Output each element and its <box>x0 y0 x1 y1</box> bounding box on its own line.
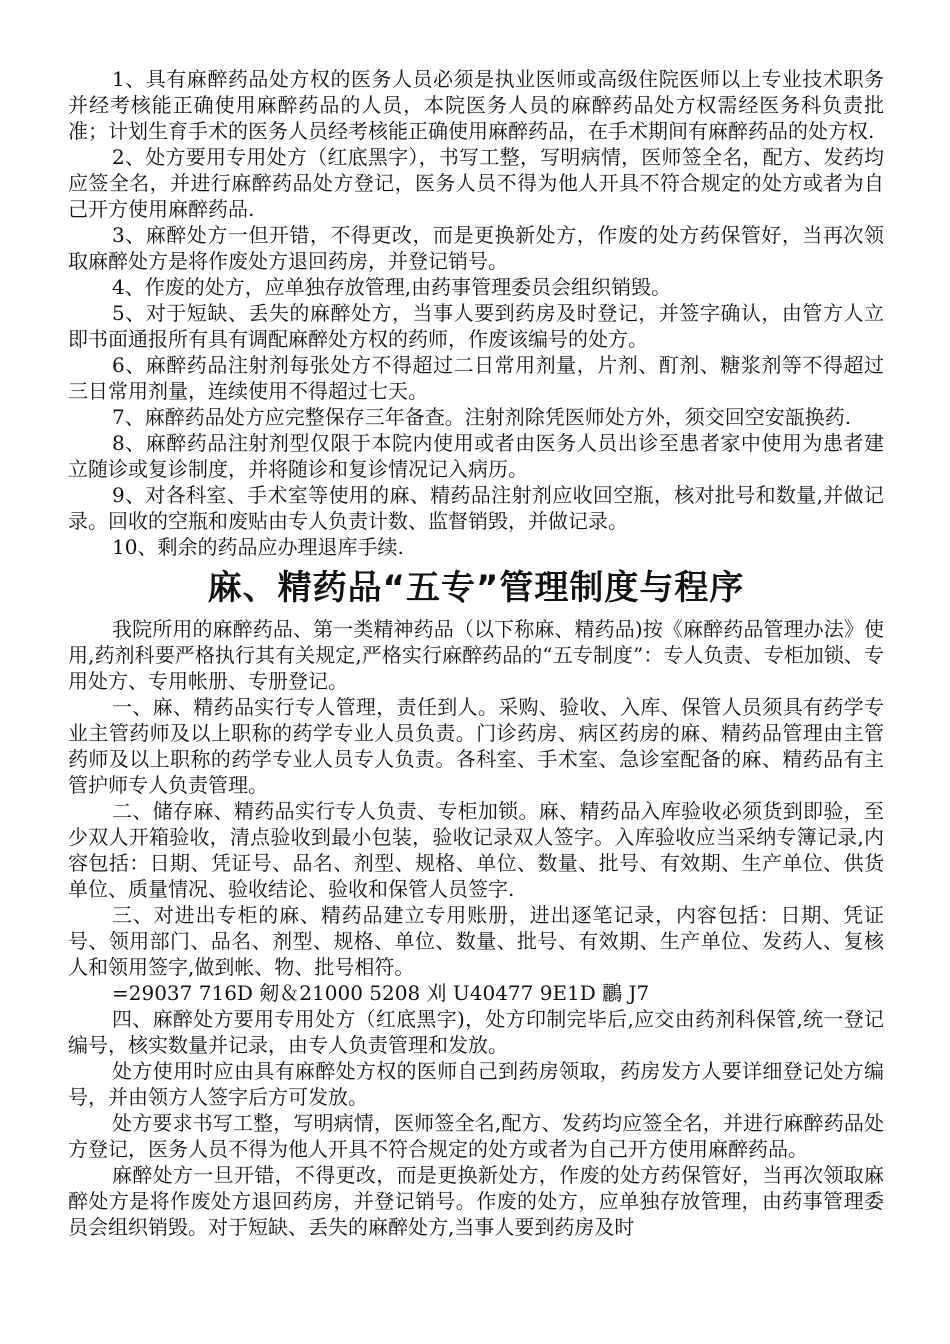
document-page <box>68 66 884 1240</box>
rule-item-1: 1、具有麻醉药品处方权的医务人员必须是执业医师或高级住院医师以上专业技术职务并经考核能正确使用麻醉药品的人员，本院医务人员的麻醉药品处方权需经医务科负责批准；计划生育手术的医务人员经考核能正确使用麻醉药品，在手术期间有麻醉药品的处方权. <box>68 67 884 143</box>
paragraph-special-personnel: 一、麻、精药品实行专人管理，责任到人。采购、验收、入库、保管人员须具有药学专业主管药师及以上职称的药学专业人员负责。门诊药房、病区药房的麻、精药品管理由主管药师及以上职称的药学专业人员专人负责。各科室、手术室、急诊室配备的麻、精药品有主管护师专人负责管理。 <box>68 695 884 797</box>
rules-list <box>68 66 884 560</box>
rule-item-6: 6、麻醉药品注射剂每张处方不得超过二日常用剂量，片剂、酊剂、糖浆剂等不得超过三日常用剂量，连续使用不得超过七天。 <box>68 353 884 403</box>
rule-item-8: 8、麻醉药品注射剂型仅限于本院内使用或者由医务人员出诊至患者家中使用为患者建立随诊或复诊制度，并将随诊和复诊情况记入病历。 <box>68 431 884 481</box>
five-special-section <box>68 616 884 1240</box>
paragraph-special-ledger: 三、对进出专柜的麻、精药品建立专用账册，进出逐笔记录，内容包括：日期、凭证号、领用部门、品名、剂型、规格、单位、数量、批号、有效期、生产单位、发药人、复核人和领用签字,做到帐、物、批号相符。 <box>68 903 884 979</box>
paragraph-special-cabinet: 二、储存麻、精药品实行专人负责、专柜加锁。麻、精药品入库验收必须货到即验，至少双人开箱验收，清点验收到最小包装，验收记录双人签字。入库验收应当采纳专簿记录,内容包括：日期、凭证号、品名、剂型、规格、单位、数量、批号、有效期、生产单位、供货单位、质量情况、验收结论、验收和保管人员签字. <box>68 799 884 901</box>
rule-item-5: 5、对于短缺、丢失的麻醉处方，当事人要到药房及时登记，并签字确认，由管方人立即书面通报所有具有调配麻醉处方权的药师，作废该编号的处方。 <box>68 301 884 351</box>
paragraph-prescription-writing: 处方要求书写工整，写明病情，医师签全名,配方、发药均应签全名，并进行麻醉药品处方登记，医务人员不得为他人开具不符合规定的处方或者为自己开方使用麻醉药品。 <box>68 1111 884 1161</box>
paragraph-prescription-error: 麻醉处方一旦开错，不得更改，而是更换新处方，作废的处方药保管好，当再次领取麻醉处方是将作废处方退回药房，并登记销号。作废的处方，应单独存放管理，由药事管理委员会组织销毁。对于短缺、丢失的麻醉处方,当事人要到药房及时 <box>68 1163 884 1239</box>
rule-item-9: 9、对各科室、手术室等使用的麻、精药品注射剂应收回空瓶，核对批号和数量,并做记录。回收的空瓶和废贴由专人负责计数、监督销毁，并做记录。 <box>68 483 884 533</box>
rule-item-3: 3、麻醉处方一但开错，不得更改，而是更换新处方，作废的处方药保管好，当再次领取麻醉处方是将作废处方退回药房，并登记销号。 <box>68 223 884 273</box>
rule-item-2: 2、处方要用专用处方（红底黑字），书写工整，写明病情，医师签全名，配方、发药均应签全名，并进行麻醉药品处方登记，医务人员不得为他人开具不符合规定的处方或者为自己开方使用麻醉药品. <box>68 145 884 221</box>
rule-item-4: 4、作废的处方，应单独存放管理,由药事管理委员会组织销毁。 <box>112 275 672 299</box>
section-title: 麻、精药品“五专”管理制度与程序 <box>207 568 745 608</box>
paragraph-prescription-collection: 处方使用时应由具有麻醉处方权的医师自己到药房领取，药房发方人要详细登记处方编号，并由领方人签字后方可发放。 <box>68 1059 884 1109</box>
paragraph-special-prescription: 四、麻醉处方要用专用处方（红底黑字)，处方印制完毕后,应交由药剂科保管,统一登记编号，核实数量并记录，由专人负责管理和发放。 <box>68 1007 884 1057</box>
rule-item-10: 10、剩余的药品应办理退库手续. <box>112 535 404 559</box>
garbled-code-line: =29037 716D 剱＆21000 5208 刈 U40477 9E1D 鸝 J7 <box>112 981 650 1005</box>
intro-paragraph: 我院所用的麻醉药品、第一类精神药品（以下称麻、精药品)按《麻醉药品管理办法》使用,药剂科要严格执行其有关规定,严格实行麻醉药品的“五专制度”：专人负责、专柜加锁、专用处方、专用帐册、专册登记。 <box>68 617 884 693</box>
rule-item-7: 7、麻醉药品处方应完整保存三年备查。注射剂除凭医师处方外，须交回空安瓿换药. <box>112 405 852 429</box>
